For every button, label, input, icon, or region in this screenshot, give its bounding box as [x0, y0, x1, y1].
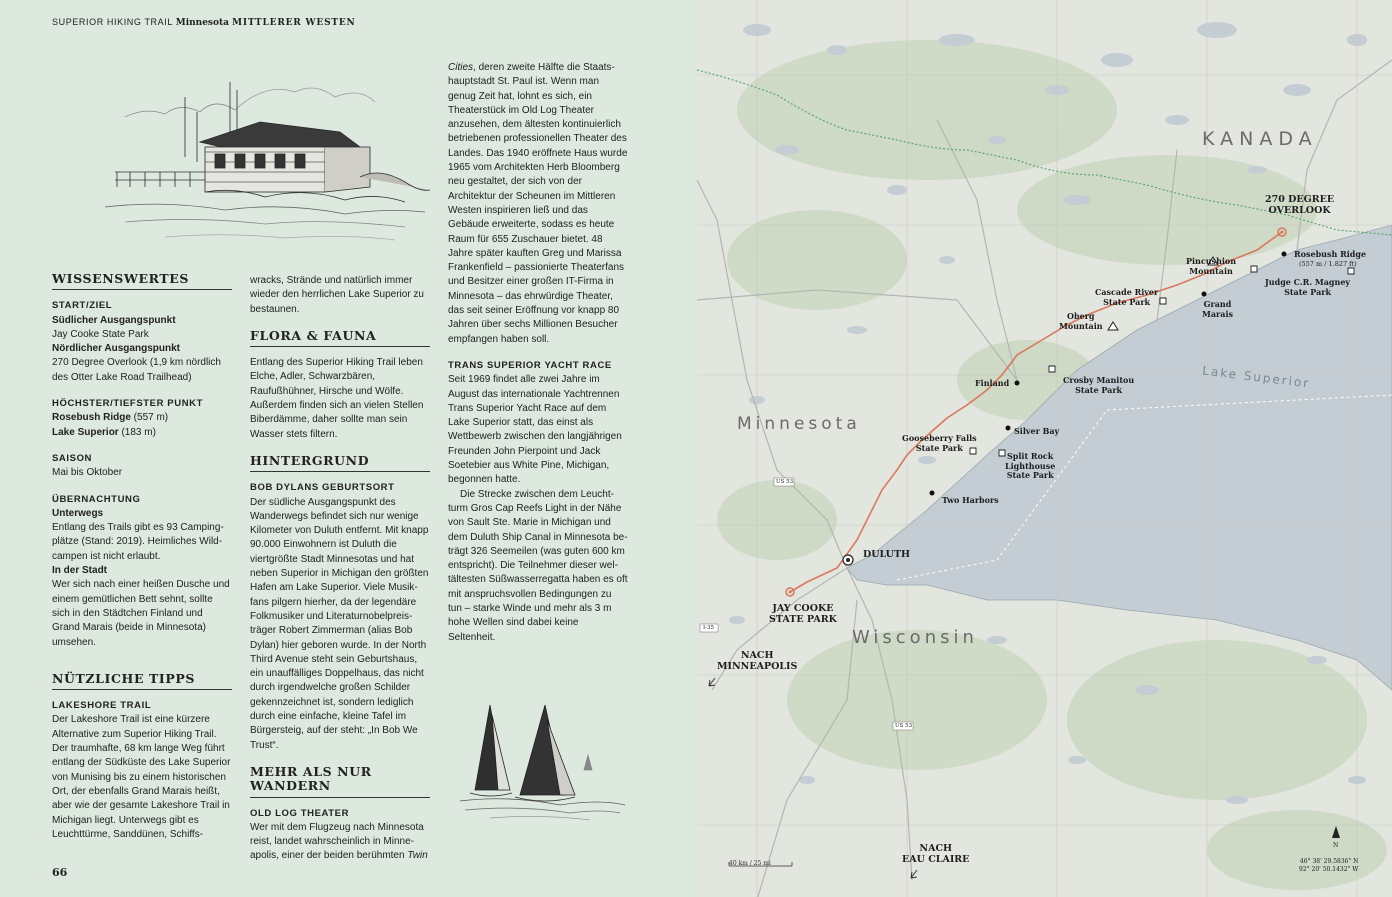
label-two-harbors: Two Harbors — [942, 495, 999, 505]
saison-heading: SAISON — [52, 452, 93, 464]
running-head — [52, 17, 356, 28]
col3-p3: Die Strecke zwischen dem Leuchtturm Gros Cap Reefs Light in der Nähe von Sault Ste. Marie in Michigan und dem Duluth Ship Canal in Minnesota beträgt 326 Seemeilen (was guten 600 km entspricht). Die Teilnehmer dieser weltältesten Süßwasserregatta haben es oft mit anspruchsvollen Bedingungen zu tun – starke Winde und mehr als 3 m hohe Wellen sind dabei keine Seltenheit. — [448, 488, 628, 643]
log-text-twin: Twin — [407, 850, 428, 862]
label-kanada: KANADA — [1202, 128, 1318, 150]
lakeshore-text: Der Lakeshore Trail ist eine kürzere Alternative zum Superior Hiking Trail. Der traumhafte, 68 km lange Weg führt entlang der Südküste des Lake Superior von Munising bis zu einem historischen Ort, der ebenfalls Grand Marais heißt, aber wie der gesamte Lakeshore Trail in Michigan liegt. Unterwegs gibt es Leuchttürme, Sanddünen, Schiffs- — [52, 714, 231, 840]
saison-value: Mai bis Oktober — [52, 467, 123, 479]
col3-p1-body: , deren zweite Hälfte die Staatshauptstadt St. Paul ist. Wenn man genug Zeit hat, lohnt es sich, ein Theaterstück im Old Log Theater anzusehen, dem ältesten kontinuierlich betriebenen professionellen Theater des Landes. Das 1940 eröffnete Haus wurde 1965 vom Architekten Herb Bloomberg neu gestaltet, der sich von der Architektur der Scheunen im Mittleren Westen inspirieren ließ und das Gebäude erweiterte, sodass es heute Raum für 655 Zuschauer bietet. 48 Jahre später kauften Greg und Marissa Frankenfield – passionierte Theaterfans und Besitzer einer großen IT-Firma in Minnesota – das ehrwürdige Theater, das seit seiner Eröffnung vor knapp 80 Jahren über sechs Millionen Besucher empfangen haben soll. — [448, 62, 628, 345]
lake-val: (183 m) — [118, 426, 156, 438]
tipps-heading: NÜTZLICHE TIPPS — [52, 672, 232, 690]
scale-bar-label: 40 km / 25 mi — [729, 860, 771, 867]
label-pincushion: Pincushion Mountain — [1186, 256, 1237, 276]
label-north: N — [1333, 842, 1339, 849]
label-crosby-manitou: Crosby Manitou State Park — [1063, 375, 1135, 395]
label-gooseberry: Gooseberry Falls State Park — [902, 433, 977, 453]
flora-heading: FLORA & FAUNA — [250, 329, 430, 347]
label-i35: I-35 — [703, 625, 715, 631]
running-head-region: MITTLERER WESTEN — [232, 18, 356, 28]
label-rosebush: Rosebush Ridge — [1294, 249, 1367, 259]
label-nach-eau-claire: NACH EAU CLAIRE — [902, 843, 970, 865]
dylan-heading: BOB DYLANS GEBURTSORT — [250, 482, 395, 494]
label-finland: Finland — [975, 378, 1010, 388]
sued-value: Jay Cooke State Park — [52, 328, 149, 340]
lake-line — [52, 426, 232, 440]
col3-p2: Seit 1969 findet alle zwei Jahre im August das internationale Yachtrennen Trans Superior Yacht Race auf dem Lake Superior statt, das einst als Wettbewerb zwischen den langjährigen Freunden John Pierpoint und Jack Soetebier aus White Pine, Michigan, begonnen hatte. — [448, 374, 622, 486]
hoechster-heading: HÖCHSTER/TIEFSTER PUNKT — [52, 398, 204, 410]
lake-name: Lake Superior — [52, 426, 119, 438]
nord-value: 270 Degree Overlook (1,9 km nördlich des Otter Lake Road Trailhead) — [52, 357, 221, 383]
stadt-text: Wer sich nach einer heißen Dusche und einem gemütlichen Bett sehnt, sollte sich in den Städtchen Finland und Grand Marais (beide in Minnesota) umsehen. — [52, 579, 230, 648]
label-split-rock: Split Rock Lighthouse State Park — [1005, 451, 1056, 480]
rosebush-name: Rosebush Ridge — [52, 412, 131, 424]
map-page — [697, 0, 1392, 897]
label-duluth: DULUTH — [863, 549, 911, 560]
label-cascade-river: Cascade River State Park — [1095, 287, 1159, 307]
nord-label: Nördlicher Ausgangspunkt — [52, 343, 180, 355]
log-text — [250, 821, 430, 864]
hintergrund-heading: HINTERGRUND — [250, 454, 430, 472]
coordinates: 46° 38' 29.5836" N 92° 20' 50.1432" W — [1299, 858, 1359, 873]
wissenswertes-heading: WISSENSWERTES — [52, 272, 232, 290]
label-us53-b: US 53 — [895, 723, 913, 729]
label-wisconsin: Wisconsin — [852, 627, 978, 648]
column-2 — [250, 274, 430, 864]
mehr-heading: MEHR ALS NUR WANDERN — [250, 765, 430, 798]
label-minnesota: Minnesota — [737, 414, 861, 434]
yacht-heading: TRANS SUPERIOR YACHT RACE — [448, 359, 612, 371]
lakeshore-heading: LAKESHORE TRAIL — [52, 700, 152, 712]
label-lake-superior: Lake Superior — [1201, 363, 1311, 391]
page-number: 66 — [52, 866, 68, 879]
label-nach-minneapolis: NACH MINNEAPOLIS — [717, 650, 798, 672]
col3-cities: Cities — [448, 62, 474, 73]
unterwegs-label: Unterwegs — [52, 507, 104, 519]
column-1 — [52, 272, 232, 842]
log-text-body: Wer mit dem Flugzeug nach Minnesota reist, landet wahrscheinlich in Minneapolis, einer der beiden berühmten — [250, 821, 424, 862]
label-silver-bay: Silver Bay — [1014, 426, 1060, 436]
label-overlook: 270 DEGREE OVERLOOK — [1265, 194, 1335, 216]
col2-intro: wracks, Strände und natürlich immer wieder den herrlichen Lake Superior zu bestaunen. — [250, 275, 424, 315]
uebernachtung-heading: ÜBERNACHTUNG — [52, 493, 141, 505]
label-jay-cooke: JAY COOKE STATE PARK — [769, 603, 837, 625]
rosebush-val: (557 m) — [130, 412, 169, 424]
unterwegs-text: Entlang des Trails gibt es 93 Campingplätze (Stand: 2019). Heimliches Wildcampen ist nicht erlaubt. — [52, 522, 224, 562]
col3-p1 — [448, 61, 628, 347]
boathouse-illustration — [105, 62, 435, 252]
label-grand-marais: Grand Marais — [1202, 299, 1233, 319]
stadt-label: In der Stadt — [52, 565, 108, 577]
start-ziel-heading: START/ZIEL — [52, 300, 113, 312]
label-us53-a: US 53 — [776, 479, 794, 485]
sailboat-illustration — [450, 695, 630, 825]
log-theater-heading: OLD LOG THEATER — [250, 807, 350, 819]
dylan-text: Der südliche Ausgangspunkt des Wanderwegs befindet sich nur wenige Kilometer von Duluth entfernt. Mit knapp 90.000 Einwohnern ist Duluth die viertgrößte Stadt Minnesotas und hat neben Superior in Michigan den größten Hafen am Lake Superior. Viele Musikfans pilgern hierher, da der legendäre Folkmusiker und Literaturnobelpreisträger Robert Zimmerman (alias Bob Dylan) hier geboren wurde. In der North Third Avenue steht sein Geburtshaus, ein unauffälliges Doppelhaus, das nicht durch irgendwelche großen Schilder gekennzeichnet ist, sondern lediglich durch eine einfache, kleine Tafel im Bürgersteig, auf der steht: „In Bob We Trust“. — [250, 496, 429, 751]
label-judge-magney: Judge C.R. Magney State Park — [1265, 277, 1351, 297]
running-head-trail: SUPERIOR HIKING TRAIL — [52, 17, 173, 27]
label-oberg: Oberg Mountain — [1059, 311, 1103, 331]
sued-label: Südlicher Ausgangspunkt — [52, 314, 176, 326]
running-head-state: Minnesota — [175, 18, 229, 28]
flora-text: Entlang des Superior Hiking Trail leben Elche, Adler, Schwarzbären, Raufußhühner, Hirsche und Wölfe. Außerdem finden sich an vielen Stellen Biberdämme, daher sollte man sein Wasser stets filtern. — [250, 357, 424, 440]
rosebush-line — [52, 411, 232, 425]
column-3 — [448, 61, 628, 645]
label-rosebush-elev: (557 m / 1.827 ft) — [1299, 260, 1357, 268]
